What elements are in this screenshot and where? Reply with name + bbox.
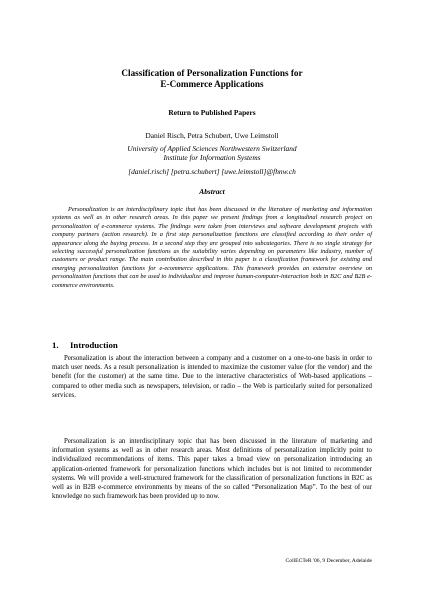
author-emails: [daniel.risch] [petra.schubert] [uwe.leimstoll]@fhnw.ch — [128, 167, 296, 176]
affiliation — [60, 144, 364, 162]
section-number: 1. — [52, 340, 59, 350]
section-heading-introduction — [52, 340, 372, 350]
intro-paragraph-1: Personalization is about the interaction between a company and a customer on a one-to-one basis in order to match user needs. As a result personalization is intended to maximize the customer value (for the vendor) and the benefit (for the customer) at the same time. Due to the interactive characteristics of Web-based applications – compared to other media such as newspapers, television, or radio – the Web is particularly suited for personalized services. — [52, 355, 372, 399]
page-footer: CollECTeR '06, 9 December, Adelaide — [285, 558, 372, 564]
author-list: Daniel Risch, Petra Schubert, Uwe Leimstoll — [145, 131, 279, 140]
paper-title-line1: Classification of Personalization Functions for — [121, 68, 303, 78]
paper-title-line2: E-Commerce Applications — [160, 79, 264, 89]
affiliation-line1: University of Applied Sciences Northwestern Switzerland — [127, 144, 297, 153]
paper-title — [60, 68, 364, 90]
section-title: Introduction — [70, 340, 118, 350]
abstract-text: Personalization is an interdisciplinary topic that has been discussed in the literature of marketing and information systems as well as in other research areas. In this paper we present findings from a longitudinal research project on personalization of e-commerce systems. The findings were taken from interviews and software development projects with company partners (action research). In a first step personalization functions are classified according to their order of appearance along the buying process. In a second step they are grouped into subcategories. There is no single strategy for selecting successful personalization functions as the suitability varies depending on parameters like industry, number of customers or product range. The main contribution described in this paper is a classification framework for existing and emerging personalization functions for e-ecommerce applications. This framework provides an extensive overview on personalization functions that can be used to individualize and improve human-computer-interaction both in B2C and B2B e-commerce environments. — [52, 206, 372, 289]
return-to-published-papers-link[interactable]: Return to Published Papers — [168, 108, 256, 117]
intro-paragraph-2: Personalization is an interdisciplinary topic that has been discussed in the literature of marketing and information systems as well as in other research areas. Most definitions of personalization implicitly point to individualized recommendations of items. This paper takes a broad view on personalization introducing an application-oriented framework for personalization functions which includes but is not limited to recommender systems. We will provide a well-structured framework for the classification of personalization functions in B2C as well as in B2B e-commerce environments by means of the so called “Personalization Map”. To the best of our knowledge no such framework has been provided up to now. — [52, 438, 372, 501]
affiliation-line2: Institute for Information Systems — [163, 153, 261, 162]
abstract-heading: Abstract — [199, 187, 225, 196]
